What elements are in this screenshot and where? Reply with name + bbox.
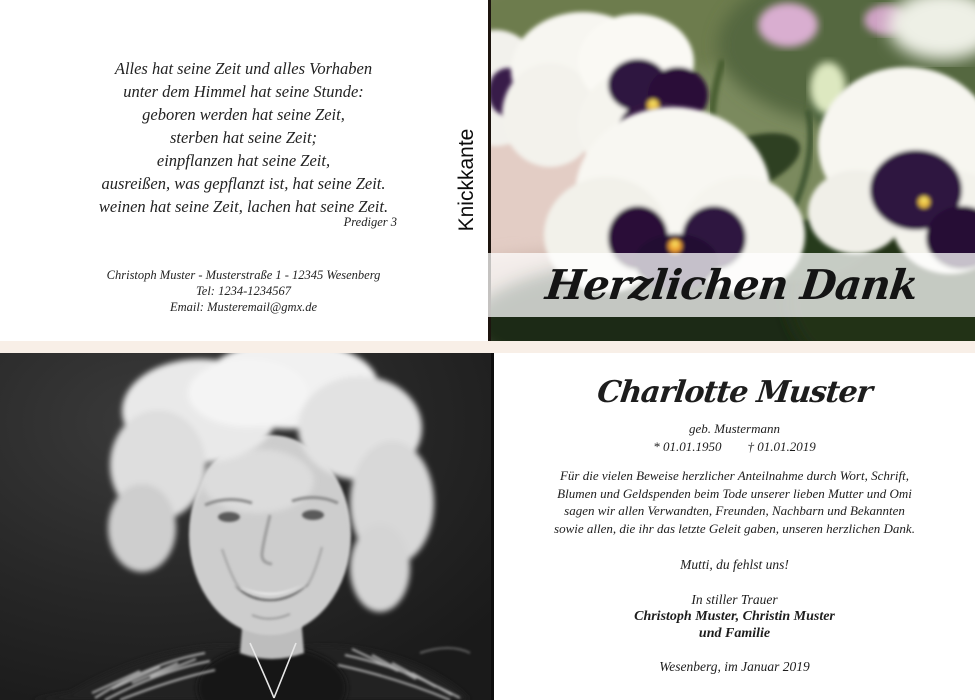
thanks-paragraph	[514, 467, 955, 537]
thanks-line: Blumen und Geldspenden beim Tode unserer lieben Mutter und Omi	[557, 485, 912, 501]
thanks-line: sowie allen, die ihr das letzte Geleit gaben, unseren herzlichen Dank.	[554, 520, 915, 536]
contact-phone-line: Tel: 1234-1234567	[195, 284, 292, 298]
fold-edge-label-top: Knickkante	[455, 128, 478, 232]
verse-line: weinen hat seine Zeit, lachen hat seine Zeit.	[98, 197, 389, 216]
missing-line: Mutti, du fehlst uns!	[680, 557, 789, 572]
back-page	[0, 0, 487, 341]
front-title-band	[488, 253, 975, 317]
contact-block	[0, 267, 487, 315]
contact-address-line: Christoph Muster - Musterstraße 1 - 12345 Wesenberg	[106, 268, 381, 282]
life-dates	[514, 439, 955, 455]
death-date: † 01.01.2019	[747, 439, 816, 454]
verse-line: Alles hat seine Zeit und alles Vorhaben	[114, 59, 373, 78]
deceased-name: Charlotte Muster	[595, 375, 874, 410]
place-and-date: Wesenberg, im Januar 2019	[659, 659, 810, 674]
inner-left-page	[0, 353, 494, 700]
verse-line: sterben hat seine Zeit;	[169, 128, 318, 147]
verse-line: geboren werden hat seine Zeit,	[142, 105, 345, 124]
contact-email-line: Email: Musteremail@gmx.de	[169, 300, 318, 314]
fold-divider-band	[0, 341, 975, 353]
thanks-line: Für die vielen Beweise herzlicher Anteilnahme durch Wort, Schrift,	[559, 468, 909, 483]
portrait-photo	[0, 353, 494, 700]
front-page	[488, 0, 975, 341]
inner-right-page	[494, 353, 975, 700]
maiden-name: geb. Mustermann	[689, 421, 780, 436]
verse-line: ausreißen, was gepflanzt ist, hat seine Zeit.	[101, 174, 386, 193]
verse-source: Prediger 3	[343, 215, 397, 229]
birth-date: * 01.01.1950	[653, 439, 722, 454]
mourners-names: Christoph Muster, Christin Muster	[634, 609, 835, 624]
mourners-family: und Familie	[698, 626, 771, 641]
verse-block	[0, 57, 487, 218]
verse-line: unter dem Himmel hat seine Stunde:	[123, 82, 364, 101]
front-title: Herzlichen Dank	[542, 261, 921, 309]
mourning-intro: In stiller Trauer	[691, 592, 778, 607]
verse-line: einpflanzen hat seine Zeit,	[156, 151, 331, 170]
thanks-line: sagen wir allen Verwandten, Freunden, Nachbarn und Bekannten	[564, 503, 905, 518]
